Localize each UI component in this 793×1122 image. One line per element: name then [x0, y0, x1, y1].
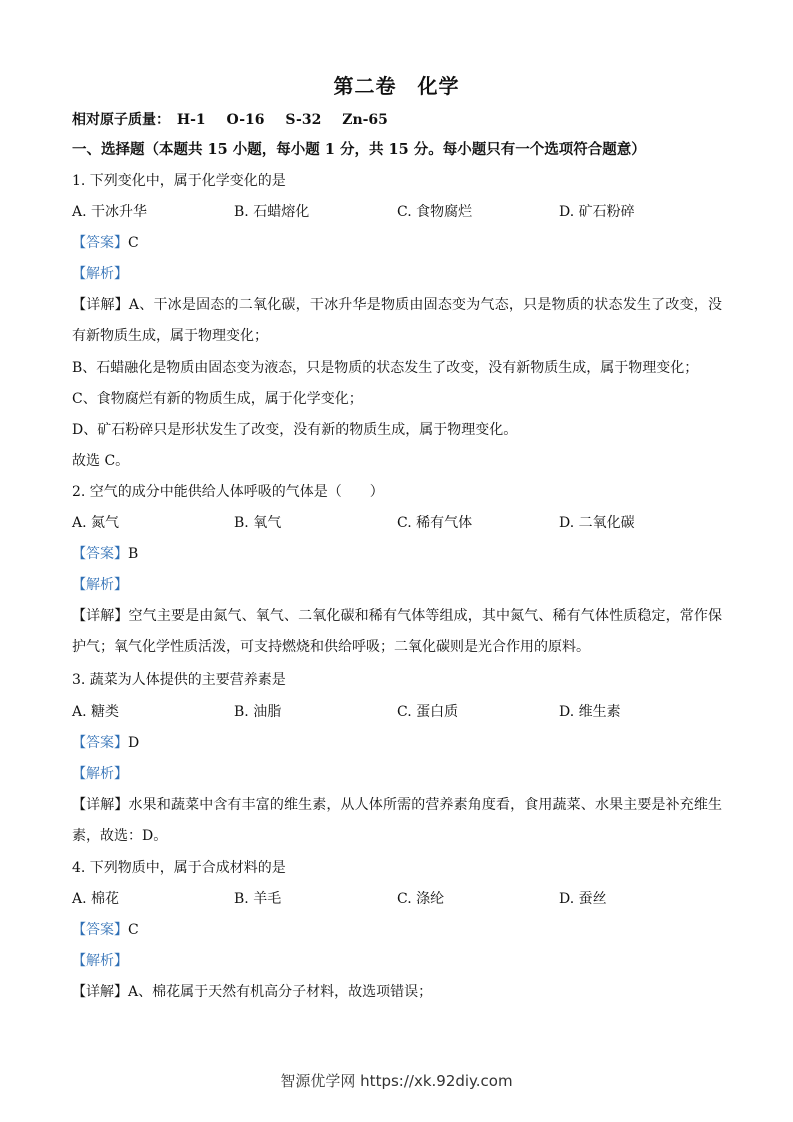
atomic-masses-label: 相对原子质量：: [72, 112, 170, 128]
q1-answer: [72, 234, 139, 252]
q2-answer: [72, 545, 138, 563]
q3-option-b: B. 油脂: [234, 704, 282, 720]
q1-detail: [72, 290, 722, 352]
q2-option-b: B. 氧气: [234, 515, 282, 531]
q4-option-d: D. 蚕丝: [559, 891, 607, 907]
q3-option-c: C. 蛋白质: [397, 704, 459, 720]
q1-option-c: C. 食物腐烂: [397, 204, 473, 220]
detail-tag: 【详解】: [72, 608, 129, 624]
q4-option-c: C. 涤纶: [397, 891, 445, 907]
q4-detail-text: A、棉花属于天然有机高分子材料，故选项错误；: [128, 984, 433, 1000]
q1-conclusion: 故选 C。: [72, 453, 130, 469]
q4-answer-value: C: [128, 922, 139, 938]
q1-option-b: B. 石蜡熔化: [234, 204, 310, 220]
q4-analysis-tag: 【解析】: [72, 953, 128, 969]
q1-detail-text: A、干冰是固态的二氧化碳，干冰升华是物质由固态变为气态，只是物质的状态发生了改变，没有新物质生成，属于物理变化；: [72, 297, 723, 344]
q3-answer: [72, 734, 139, 752]
q4-answer: [72, 921, 139, 939]
atomic-mass-o: O-16: [226, 112, 265, 128]
question-4-stem: 4. 下列物质中，属于合成材料的是: [72, 860, 286, 876]
atomic-mass-zn: Zn-65: [342, 112, 388, 128]
q3-detail: [72, 790, 722, 852]
question-2-stem: 2. 空气的成分中能供给人体呼吸的气体是（ ）: [72, 484, 384, 500]
q2-option-c: C. 稀有气体: [397, 515, 473, 531]
q2-option-d: D. 二氧化碳: [559, 515, 635, 531]
q1-detail-line-d: D、矿石粉碎只是形状发生了改变，没有新的物质生成，属于物理变化。: [72, 422, 518, 438]
detail-tag: 【详解】: [72, 297, 129, 313]
answer-tag: 【答案】: [72, 235, 128, 251]
q4-option-b: B. 羊毛: [234, 891, 282, 907]
detail-tag: 【详解】: [72, 984, 128, 1000]
q4-option-a: A. 棉花: [72, 891, 120, 907]
q1-answer-value: C: [128, 235, 139, 251]
q2-detail: [72, 601, 722, 663]
q3-option-a: A. 糖类: [72, 704, 120, 720]
q2-answer-value: B: [128, 546, 139, 562]
answer-tag: 【答案】: [72, 735, 128, 751]
q1-option-d: D. 矿石粉碎: [559, 204, 635, 220]
page-title: 第二卷 化学: [333, 74, 460, 98]
q4-detail: [72, 983, 432, 1001]
question-3-stem: 3. 蔬菜为人体提供的主要营养素是: [72, 672, 286, 688]
q1-detail-line-c: C、食物腐烂有新的物质生成，属于化学变化；: [72, 391, 363, 407]
q1-option-a: A. 干冰升华: [72, 204, 148, 220]
atomic-mass-h: H-1: [176, 112, 206, 128]
question-1-stem: 1. 下列变化中，属于化学变化的是: [72, 173, 286, 189]
section-heading: 一、选择题（本题共 15 小题，每小题 1 分，共 15 分。每小题只有一个选项符合题意）: [72, 141, 646, 158]
footer-watermark: 智源优学网 https://xk.92diy.com: [280, 1072, 513, 1090]
answer-tag: 【答案】: [72, 922, 128, 938]
q2-option-a: A. 氮气: [72, 515, 120, 531]
q2-analysis-tag: 【解析】: [72, 577, 128, 593]
q1-detail-line-b: B、石蜡融化是物质由固态变为液态，只是物质的状态发生了改变，没有新物质生成，属于物理变化；: [72, 360, 699, 376]
q3-answer-value: D: [128, 735, 140, 751]
answer-tag: 【答案】: [72, 546, 128, 562]
q2-detail-text: 空气主要是由氮气、氧气、二氧化碳和稀有气体等组成，其中氮气、稀有气体性质稳定，常作保护气；氧气化学性质活泼，可支持燃烧和供给呼吸；二氧化碳则是光合作用的原料。: [72, 608, 723, 655]
q3-analysis-tag: 【解析】: [72, 766, 128, 782]
atomic-mass-s: S-32: [285, 112, 322, 128]
detail-tag: 【详解】: [72, 797, 129, 813]
atomic-masses: [72, 111, 404, 129]
q1-analysis-tag: 【解析】: [72, 266, 128, 282]
q3-option-d: D. 维生素: [559, 704, 621, 720]
q3-detail-text: 水果和蔬菜中含有丰富的维生素，从人体所需的营养素角度看，食用蔬菜、水果主要是补充维生素，故选：D。: [72, 797, 723, 844]
